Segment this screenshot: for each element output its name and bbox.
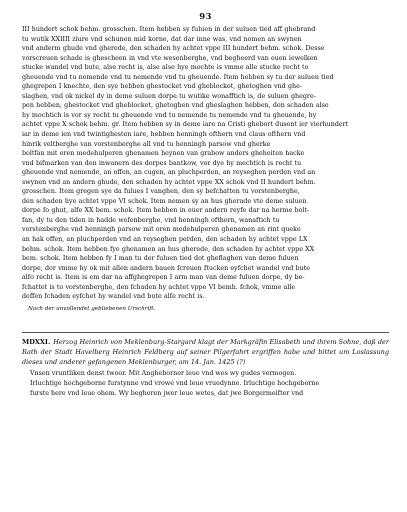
text-line: bem. schok. Item hebben fy I man tu der fuluen tied dot gheflaghen van deme fuluen bbox=[22, 255, 299, 263]
text-line: achtet vppe X schok behm. gr. Item hebben sy in deme iare na Cristi ghebort dusent ier vierhundert bbox=[22, 121, 349, 129]
text-line: swynen vnd an andern ghude, den schaden hy achtet vppe XX schok vnd II hundert behm. bbox=[22, 178, 316, 186]
text-line: vnd bifmarken van den inwanern des dorpes bantkow, vor dye hy mechtich is recht tu bbox=[22, 159, 302, 167]
text-line: grosschen. Item gregen sye da fulues I vanghen, den sy befchatten tu vorstenberghe, bbox=[22, 188, 300, 196]
text-line: stucke wandel vnd bute, alse recht is, alse alse hye mochte is vmme alle stucke recht to bbox=[22, 64, 309, 72]
text-line: hinrik veltberghe van vorstenberghe all vnd tu henningh parsow vnd gherke bbox=[22, 140, 271, 148]
text-line: gheuende vnd tu nemende vnd tu nemende vnd tu gheuende. Item hebben sy tu der suluen tied bbox=[22, 73, 334, 81]
text-line: hy mochtich is vor sy recht tu gheuende vnd tu nemende tu nemende vnd tu gheuende, hy bbox=[22, 111, 317, 119]
entry-heading bbox=[22, 337, 389, 368]
text-line: iar in deme ien vnd twintighesten iare, hebben henningh ofthern vnd claus ofthern vnd bbox=[22, 131, 306, 139]
text-line: slaghen, vnd ok nickel dy in deme suluen dorpe tu wutike wonafftich is, de suluen ghegre- bbox=[22, 92, 316, 100]
text-line: vorstenberghe vnd henningh parsow mit eren medehulperen ghenamen an rint queke bbox=[22, 226, 301, 234]
entry-number: MDXXI. bbox=[22, 337, 51, 346]
text-line: vorscreuen schade is ghescheen in vnd vte wesenberghe, vnd begheerd van euen iewelken bbox=[22, 54, 318, 62]
footnote: Nach der unvollendet gebliebenen Urschrift. bbox=[28, 305, 156, 312]
entry-text-line: Irluchtige hochgeborne furstynne vnd vrowe vnd leue vruedynne. Irluchtige hochgeborne bbox=[30, 380, 320, 388]
text-line: fchattet is to vorstenberghe, den fchaden hy achtet vppe VI bemh. fchok, vmme alle bbox=[22, 283, 296, 291]
text-line: alfo recht is. Item is em dar na affghegrepen I arm man van deme fuluen dorpe, dy be- bbox=[22, 274, 305, 282]
text-line: vnd anderm ghude vnd gherede, den schaden hy achtet vppe III hundert behm. schok. Desse bbox=[22, 45, 325, 53]
text-line: deffen fchaden eyfchet hy wandel vnd bute alfe recht is. bbox=[22, 293, 205, 301]
text-line: dorpe, dor vmme hy ok mit allen andern bauen fcreuen ftucken eyfchet wandel vnd bute bbox=[22, 264, 311, 272]
text-line: tu wutik XXIIII ziure vnd schunen mid korne, dat dar inne was, vnd nomen an swynen bbox=[22, 35, 302, 43]
entry-text-block bbox=[22, 369, 389, 398]
text-line: dorpe fo ghut, alfe XX bem. schok. Item hebben in euer andern reyfe dar na herme bolt- bbox=[22, 207, 310, 215]
text-line: gheuende vnd nemende, an offen, an cugen, an pluchperden, an reyseghen perden vnd an bbox=[22, 169, 316, 177]
entry-heading-text: Herzog Heinrich von Meklenburg-Stargard klagt der Markgräfin Elisabeth und ihrem Sohne, daß der Rath der Stadt Havelberg Heinrich Feldberg auf seiner Pilgerfahrt ergriffen habe und bittet um Loslassung dieses und anderer gefangenen Meklenburger, am 14. Jan. 1425 (?) bbox=[22, 337, 389, 367]
entry-text-line: furste here vnd leue ohem. Wy begheren jwer leue wetes, dat jwe Borgermeifter vnd bbox=[30, 389, 304, 397]
section-divider bbox=[22, 332, 389, 333]
page-number: 93 bbox=[199, 12, 212, 22]
entry-text-line: Vnsen vruntliken denst twoor. Mit Angheborner leue vnd wes wy gudes vermogen. bbox=[30, 370, 297, 378]
text-line: ghegrepen I knechte, den sye hebben ghestocket vnd gheblocket, ghetoghen vnd ghe- bbox=[22, 83, 302, 91]
text-line: pen hebben, ghestocket vnd gheblocket, ghetoghen vnd gheslaghen hebben, den schaden alse bbox=[22, 102, 329, 110]
text-line: behm. schok. Item hebben fye ghenamen an hus gherede, den schaden hy achtet vppe XX bbox=[22, 245, 315, 253]
main-text-block bbox=[22, 25, 389, 302]
text-line: an hak offen, an pluchperden vnd an reyseghen perden, den schaden hy achtet vppe LX bbox=[22, 236, 308, 244]
text-line: fan, dy tu den tiden in hadde wefenberghe, vnd henningh ofthern, wanaftich tu bbox=[22, 216, 280, 224]
text-line: boltfan mit eren medehulperen ghenamen heynen van grabow anders gheheiten hacke bbox=[22, 150, 305, 158]
text-line: den schaden hye achtet vppe VI schok. Item nemen sy an hus gherade vte deme suluen bbox=[22, 197, 307, 205]
text-line: III hundert schok behm. grosschen. Item hebben sy fuluen in der suluen tied aff ghebrand bbox=[22, 26, 316, 33]
